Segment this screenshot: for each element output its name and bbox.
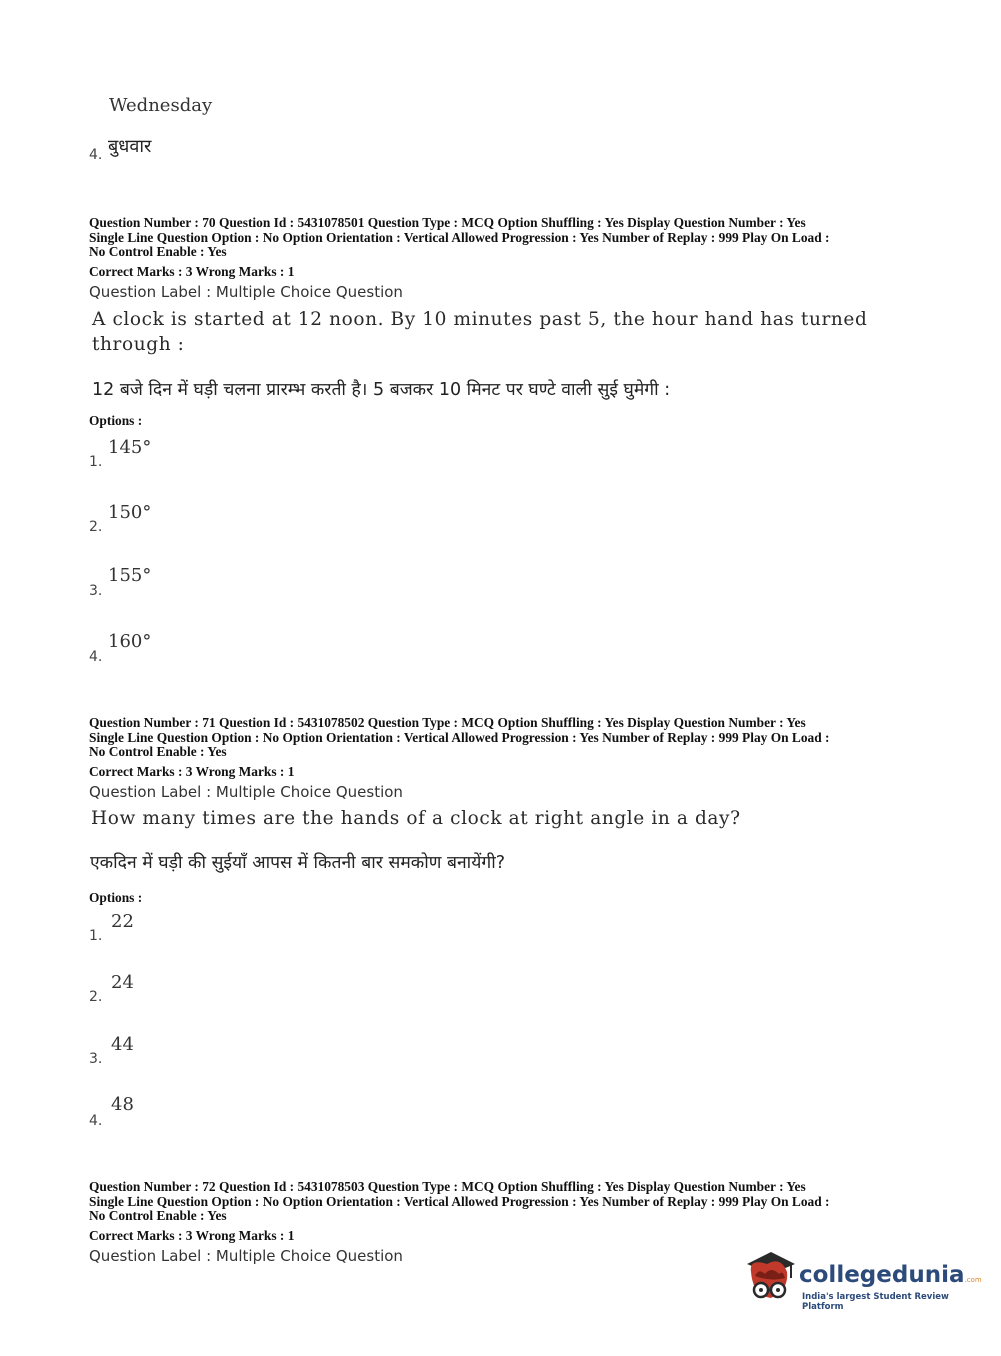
- meta-line: Single Line Question Option : No Option Orientation : Vertical Allowed Progression : Yes Number of Replay : 999 Play On Load :: [89, 729, 830, 745]
- option-number: 4.: [89, 649, 103, 665]
- question-meta: [89, 1180, 829, 1224]
- meta-line: Single Line Question Option : No Option Orientation : Vertical Allowed Progression : Yes Number of Replay : 999 Play On Load :: [89, 229, 830, 245]
- question-text-en: How many times are the hands of a clock at right angle in a day?: [91, 808, 741, 829]
- prev-option-4-hi: बुधवार: [108, 136, 152, 157]
- option-value[interactable]: 22: [111, 911, 134, 932]
- meta-line: No Control Enable : Yes: [89, 744, 227, 759]
- option-number: 1.: [89, 928, 103, 944]
- option-number: 4.: [89, 1113, 103, 1129]
- meta-line: Question Number : 71 Question Id : 5431078502 Question Type : MCQ Option Shuffling : Yes Display Question Number : Yes: [89, 715, 806, 730]
- mascot-icon: [741, 1250, 799, 1310]
- logo-wordmark: [799, 1262, 982, 1288]
- question-marks: Correct Marks : 3 Wrong Marks : 1: [89, 764, 295, 779]
- meta-line: Single Line Question Option : No Option Orientation : Vertical Allowed Progression : Yes Number of Replay : 999 Play On Load :: [89, 1193, 830, 1209]
- option-number: 2.: [89, 989, 103, 1005]
- option-number: 1.: [89, 454, 103, 470]
- question-text-en: [92, 307, 867, 357]
- meta-line: Question Number : 70 Question Id : 5431078501 Question Type : MCQ Option Shuffling : Yes Display Question Number : Yes: [89, 215, 806, 230]
- logo-tagline: India's largest Student Review Platform: [802, 1292, 949, 1312]
- question-text-line: A clock is started at 12 noon. By 10 minutes past 5, the hour hand has turned: [92, 309, 868, 330]
- option-number: 3.: [89, 583, 103, 599]
- option-number: 2.: [89, 519, 103, 535]
- option-number: 3.: [89, 1051, 103, 1067]
- option-value[interactable]: 160°: [108, 631, 152, 652]
- options-heading: Options :: [89, 413, 143, 428]
- question-meta: [89, 216, 829, 260]
- question-label: Question Label : Multiple Choice Question: [89, 1247, 403, 1265]
- logo-name: collegedunia: [799, 1262, 965, 1288]
- collegedunia-logo: [741, 1250, 982, 1312]
- question-marks: Correct Marks : 3 Wrong Marks : 1: [89, 1228, 295, 1243]
- option-value[interactable]: 155°: [108, 565, 152, 586]
- meta-line: Question Number : 72 Question Id : 5431078503 Question Type : MCQ Option Shuffling : Yes Display Question Number : Yes: [89, 1179, 806, 1194]
- option-value[interactable]: 145°: [108, 437, 152, 458]
- prev-option-4-number: 4.: [89, 147, 103, 163]
- options-heading: Options :: [89, 890, 143, 905]
- question-text-line: through :: [92, 334, 185, 355]
- question-text-hi: 12 बजे दिन में घड़ी चलना प्रारम्भ करती है। 5 बजकर 10 मिनट पर घण्टे वाली सुई घुमेगी :: [92, 380, 671, 400]
- option-value[interactable]: 48: [111, 1094, 134, 1115]
- logo-suffix: .com: [964, 1276, 982, 1284]
- option-value[interactable]: 44: [111, 1034, 134, 1055]
- question-label: Question Label : Multiple Choice Question: [89, 283, 403, 301]
- option-value[interactable]: 24: [111, 972, 134, 993]
- question-text-hi: एकदिन में घड़ी की सुईयाँ आपस में कितनी बार समकोण बनायेंगी?: [90, 853, 506, 873]
- question-marks: Correct Marks : 3 Wrong Marks : 1: [89, 264, 295, 279]
- question-label: Question Label : Multiple Choice Question: [89, 783, 403, 801]
- prev-option-4-en: Wednesday: [109, 95, 213, 116]
- meta-line: No Control Enable : Yes: [89, 1208, 227, 1223]
- meta-line: No Control Enable : Yes: [89, 244, 227, 259]
- question-meta: [89, 716, 829, 760]
- option-value[interactable]: 150°: [108, 502, 152, 523]
